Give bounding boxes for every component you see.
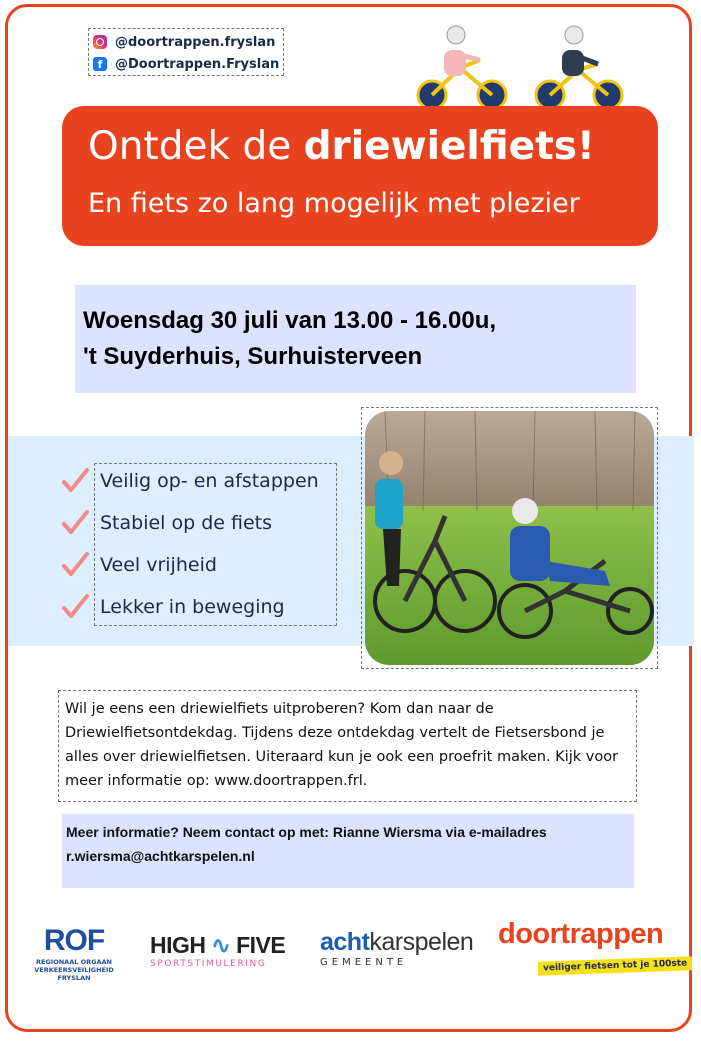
benefit-label: Veel vrijheid — [100, 554, 217, 576]
info-text-box — [58, 690, 637, 802]
doortrappen-tagline: veiliger fietsen tot je 100ste — [538, 956, 693, 975]
high-five-logo — [150, 932, 285, 969]
event-details-box — [75, 285, 636, 393]
contact-text — [66, 820, 626, 868]
checkmark-icon — [60, 592, 90, 622]
achtkarspelen-logo-text: achtkarspelen — [320, 928, 474, 956]
facebook-handle: @Doortrappen.Fryslan — [115, 56, 280, 72]
headline-banner — [62, 106, 658, 246]
social-handles — [88, 28, 284, 76]
instagram-handle: @doortrappen.fryslan — [115, 34, 276, 50]
benefit-label: Veilig op- en afstappen — [100, 470, 319, 492]
doortrappen-logo-text: doortrappen — [498, 918, 664, 950]
doortrappen-logo — [498, 918, 692, 973]
tricycle-riders-illustration — [410, 20, 640, 115]
rof-logo — [14, 924, 134, 982]
benefit-label: Stabiel op de fiets — [100, 512, 273, 534]
contact-box — [62, 814, 634, 888]
event-date-time: Woensdag 30 juli van 13.00 - 16.00u, — [83, 307, 497, 334]
instagram-row — [93, 32, 275, 52]
contact-email: r.wiersma@achtkarspelen.nl — [66, 848, 255, 864]
high-five-logo-subtitle: SPORTSTIMULERING — [150, 959, 267, 969]
headline-title-bold: driewielfiets! — [303, 124, 595, 169]
benefit-label: Lekker in beweging — [100, 596, 285, 618]
event-location: 't Suyderhuis, Surhuisterveen — [83, 343, 423, 370]
checkmark-icon — [60, 466, 90, 496]
facebook-row — [93, 54, 279, 74]
instagram-icon — [93, 35, 107, 49]
contact-line: Meer informatie? Neem contact op met: Rianne Wiersma via e-mailadres — [66, 824, 547, 840]
headline-title: Ontdek de driewielfiets! — [88, 124, 595, 169]
tricycle-photo — [365, 411, 654, 665]
facebook-icon: f — [93, 57, 107, 71]
achtkarspelen-logo-subtitle: GEMEENTE — [320, 957, 408, 968]
info-paragraph: Wil je eens een driewielfiets uitproberen? Kom dan naar de Driewielfietsontdekdag. Tijdens deze ontdekdag vertelt de Fietsersbond je alles over driewielfietsen. Uiteraard kun je ook een proefrit maken. Kijk voor meer informatie op: www.doortrappen.frl. — [65, 701, 619, 789]
photo-frame — [361, 407, 658, 669]
rof-logo-subtitle: REGIONAAL ORGAAN VERKEERSVEILIGHEID FRYSLAN — [34, 958, 114, 982]
headline-subtitle: En fiets zo lang mogelijk met plezier — [88, 188, 580, 219]
rof-logo-text: ROF — [43, 924, 105, 957]
checkmark-icon — [60, 550, 90, 580]
checkmark-icon — [60, 508, 90, 538]
achtkarspelen-logo — [320, 928, 473, 968]
high-five-logo-text: HIGH ∿ FIVE — [150, 932, 286, 958]
